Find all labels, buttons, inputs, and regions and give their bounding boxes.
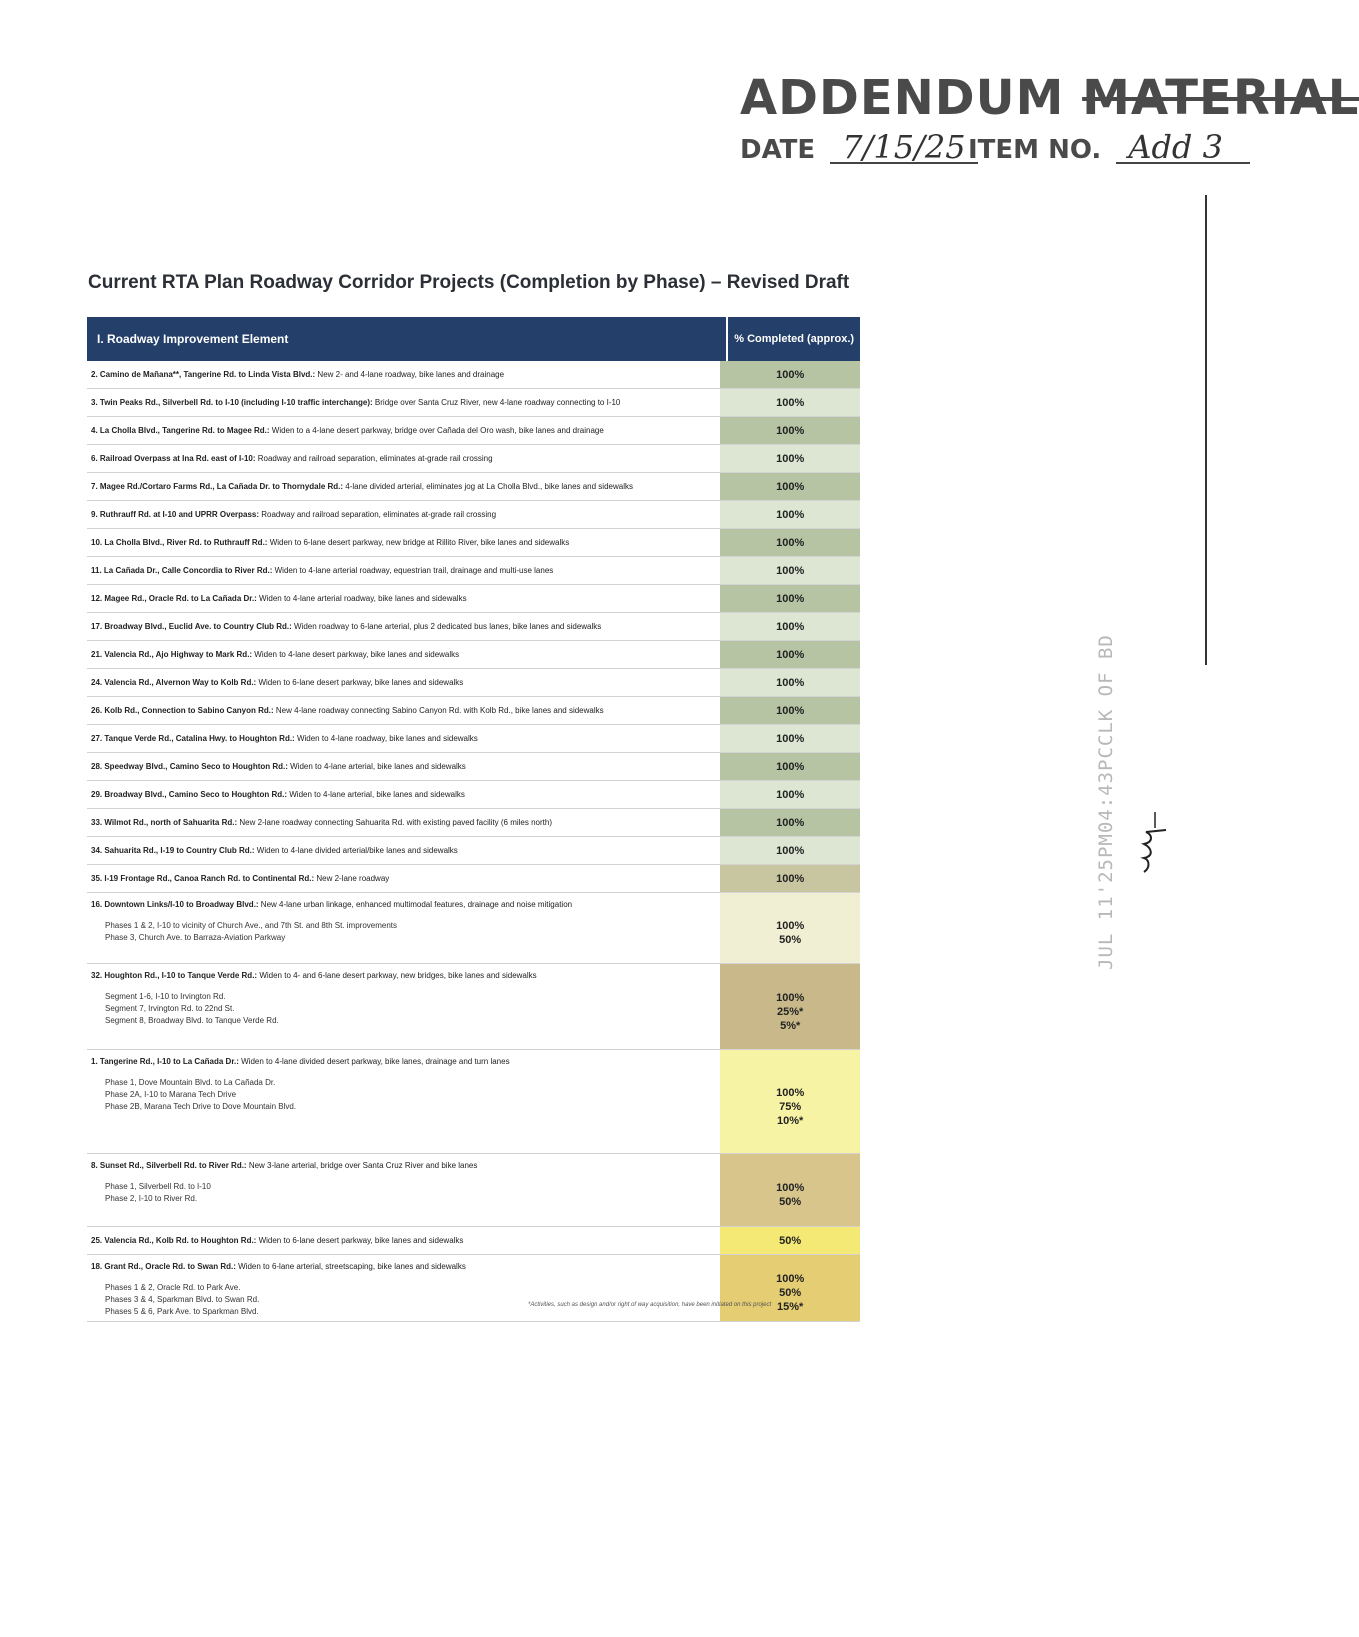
- row-element: [87, 809, 720, 836]
- row-heading: [91, 482, 633, 492]
- row-element: [87, 1255, 720, 1321]
- phase-item: Phase 2, I-10 to River Rd.: [105, 1194, 198, 1203]
- addendum-stamp: [740, 70, 1359, 180]
- table-row: [87, 557, 860, 585]
- row-title: 2. Camino de Mañana**, Tangerine Rd. to Linda Vista Blvd.:: [91, 369, 316, 379]
- row-percent: 100%: [720, 781, 860, 808]
- phase-list: [91, 1181, 211, 1205]
- row-percent: 50%: [720, 1227, 860, 1254]
- row-description: Widen to 4-lane divided arterial/bike lanes and sidewalks: [254, 845, 458, 855]
- row-description: Roadway and railroad separation, eliminates at-grade rail crossing: [255, 453, 493, 463]
- table-row-phased: [87, 1255, 860, 1322]
- phase-percent: 75%: [779, 1100, 802, 1113]
- row-element: [87, 501, 720, 528]
- row-title: 27. Tanque Verde Rd., Catalina Hwy. to Houghton Rd.:: [91, 733, 295, 743]
- row-element: [87, 753, 720, 780]
- table-row: [87, 445, 860, 473]
- row-description: Widen to 6-lane arterial, streetscaping, bike lanes and sidewalks: [235, 1262, 466, 1271]
- row-title: 6. Railroad Overpass at Ina Rd. east of I-10:: [91, 453, 256, 463]
- row-percent: 100%: [720, 613, 860, 640]
- phase-item: Phase 2A, I-10 to Marana Tech Drive: [105, 1090, 237, 1099]
- row-heading: [91, 370, 504, 380]
- table-row-phased: [87, 1154, 860, 1227]
- row-description: New 3-lane arterial, bridge over Santa Cruz River and bike lanes: [246, 1161, 478, 1170]
- row-title: 10. La Cholla Blvd., River Rd. to Ruthrauff Rd.:: [91, 537, 268, 547]
- row-element: [87, 725, 720, 752]
- phase-percent: 100%: [776, 1086, 805, 1099]
- row-element: [87, 837, 720, 864]
- row-title: 24. Valencia Rd., Alvernon Way to Kolb Rd.:: [91, 677, 257, 687]
- header-completed: % Completed (approx.): [726, 317, 860, 361]
- row-description: 4-lane divided arterial, eliminates jog at La Cholla Blvd., bike lanes and sidewalks: [343, 481, 633, 491]
- table-header: [87, 317, 860, 361]
- row-description: Roadway and railroad separation, eliminates at-grade rail crossing: [259, 509, 497, 519]
- phase-item: Segment 7, Irvington Rd. to 22nd St.: [105, 1004, 235, 1013]
- phase-list: [91, 1077, 296, 1113]
- row-heading: [91, 566, 553, 576]
- row-title: 32. Houghton Rd., I-10 to Tanque Verde Rd.:: [91, 971, 258, 980]
- row-heading: [91, 1262, 466, 1272]
- phase-percent: 100%: [776, 920, 805, 932]
- row-description: Widen to 6-lane desert parkway, new bridge at Rillito River, bike lanes and sidewalks: [267, 537, 570, 547]
- row-title: 8. Sunset Rd., Silverbell Rd. to River Rd.:: [91, 1161, 247, 1170]
- phase-list: [91, 1282, 259, 1318]
- row-title: 33. Wilmot Rd., north of Sahuarita Rd.:: [91, 817, 238, 827]
- phase-item: Phase 3, Church Ave. to Barraza-Aviation Parkway: [105, 933, 286, 942]
- row-heading: [91, 1236, 463, 1246]
- row-element: [87, 781, 720, 808]
- row-percent: 100%: [720, 725, 860, 752]
- row-element: [87, 893, 720, 963]
- table-body-phased: [87, 893, 860, 1322]
- stamp-date-label: DATE: [740, 135, 816, 165]
- row-description: New 2- and 4-lane roadway, bike lanes and drainage: [315, 369, 505, 379]
- row-description: Widen to 4-lane desert parkway, bike lanes and sidewalks: [252, 649, 460, 659]
- table-row: [87, 781, 860, 809]
- table-row-phased: [87, 1050, 860, 1154]
- header-element: I. Roadway Improvement Element: [97, 332, 289, 346]
- row-description: Bridge over Santa Cruz River, new 4-lane roadway connecting to I-10: [372, 397, 621, 407]
- row-element: [87, 669, 720, 696]
- stamp-title: [740, 70, 1359, 126]
- phase-item: Segment 1-6, I-10 to Irvington Rd.: [105, 992, 226, 1001]
- row-title: 17. Broadway Blvd., Euclid Ave. to Country Club Rd.:: [91, 621, 292, 631]
- row-description: New 2-lane roadway: [314, 873, 390, 883]
- row-title: 3. Twin Peaks Rd., Silverbell Rd. to I-10 (including I-10 traffic interchange):: [91, 397, 373, 407]
- row-heading: [91, 790, 465, 800]
- row-percent: 100%: [720, 753, 860, 780]
- table-row: [87, 473, 860, 501]
- row-heading: [91, 426, 604, 436]
- phase-percent: 100%: [776, 1182, 805, 1194]
- row-percent: 100%: [720, 389, 860, 416]
- row-title: 4. La Cholla Blvd., Tangerine Rd. to Magee Rd.:: [91, 425, 270, 435]
- row-percent: 100%: [720, 837, 860, 864]
- row-percent: [720, 1154, 860, 1226]
- row-heading: [91, 971, 537, 981]
- row-title: 29. Broadway Blvd., Camino Seco to Houghton Rd.:: [91, 789, 288, 799]
- phase-list: [91, 991, 279, 1027]
- row-title: 25. Valencia Rd., Kolb Rd. to Houghton Rd.:: [91, 1235, 257, 1245]
- stamp-item: [968, 128, 1250, 166]
- row-heading: [91, 398, 620, 408]
- stamp-item-value: Add 3: [1116, 132, 1250, 164]
- stamp-title-addendum: ADDENDUM: [740, 70, 1065, 126]
- phase-percent: 25%*: [777, 1005, 804, 1018]
- row-title: 1. Tangerine Rd., I-10 to La Cañada Dr.:: [91, 1057, 239, 1066]
- row-heading: [91, 510, 496, 520]
- phase-item: Phases 1 & 2, I-10 to vicinity of Church Ave., and 7th St. and 8th St. improvements: [105, 921, 398, 930]
- row-element: [87, 389, 720, 416]
- row-title: 11. La Cañada Dr., Calle Concordia to River Rd.:: [91, 565, 273, 575]
- table-row: [87, 641, 860, 669]
- table-row: [87, 697, 860, 725]
- row-description: Widen to 4-lane arterial roadway, equestrian trail, drainage and multi-use lanes: [272, 565, 554, 575]
- phase-percent: 10%*: [777, 1114, 804, 1127]
- row-description: New 4-lane roadway connecting Sabino Canyon Rd. with Kolb Rd., bike lanes and sidewalks: [273, 705, 604, 715]
- row-title: 35. I-19 Frontage Rd., Canoa Ranch Rd. to Continental Rd.:: [91, 873, 315, 883]
- row-percent: [720, 893, 860, 963]
- row-heading: [91, 594, 467, 604]
- row-percent: 100%: [720, 809, 860, 836]
- row-percent: 100%: [720, 585, 860, 612]
- table-row: [87, 1227, 860, 1255]
- row-percent: 100%: [720, 417, 860, 444]
- table-row: [87, 725, 860, 753]
- row-heading: [91, 622, 601, 632]
- phase-item: Phases 3 & 4, Sparkman Blvd. to Swan Rd.: [105, 1295, 260, 1304]
- row-heading: [91, 900, 572, 910]
- row-element: [87, 1227, 720, 1254]
- row-heading: [91, 762, 466, 772]
- row-title: 7. Magee Rd./Cortaro Farms Rd., La Cañada Dr. to Thornydale Rd.:: [91, 481, 344, 491]
- row-heading: [91, 818, 552, 828]
- page-title: Current RTA Plan Roadway Corridor Projects (Completion by Phase) – Revised Draft: [88, 272, 850, 293]
- row-description: Widen to 4-lane arterial roadway, bike lanes and sidewalks: [256, 593, 467, 603]
- stamp-item-label: ITEM NO.: [968, 135, 1102, 165]
- row-element: [87, 473, 720, 500]
- row-title: 12. Magee Rd., Oracle Rd. to La Cañada Dr.:: [91, 593, 257, 603]
- phase-percent: 50%: [779, 1287, 802, 1299]
- row-description: Widen to 4-lane arterial, bike lanes and sidewalks: [287, 789, 465, 799]
- row-element: [87, 613, 720, 640]
- row-element: [87, 557, 720, 584]
- row-description: Widen to 4-lane divided desert parkway, bike lanes, drainage and turn lanes: [238, 1057, 510, 1066]
- row-description: Widen to a 4-lane desert parkway, bridge over Cañada del Oro wash, bike lanes and drainage: [269, 425, 604, 435]
- row-heading: [91, 538, 569, 548]
- phase-list: [91, 920, 397, 944]
- phase-item: Phases 5 & 6, Park Ave. to Sparkman Blvd.: [105, 1307, 259, 1316]
- page-edge-line: [1205, 195, 1207, 665]
- row-heading: [91, 678, 463, 688]
- row-element: [87, 1050, 720, 1153]
- phase-percent: 50%: [779, 1196, 802, 1208]
- table-row: [87, 613, 860, 641]
- row-heading: [91, 1057, 510, 1067]
- table-row: [87, 361, 860, 389]
- table-body: [87, 361, 860, 893]
- row-description: Widen to 6-lane desert parkway, bike lanes and sidewalks: [256, 677, 464, 687]
- row-description: Widen to 4-lane roadway, bike lanes and sidewalks: [294, 733, 478, 743]
- row-description: New 4-lane urban linkage, enhanced multimodal features, drainage and noise mitigation: [258, 900, 573, 909]
- row-heading: [91, 454, 493, 464]
- stamp-date-value: 7/15/25: [830, 132, 977, 164]
- row-percent: 100%: [720, 697, 860, 724]
- handwritten-initials: [1140, 810, 1170, 880]
- row-element: [87, 641, 720, 668]
- stamp-date: [740, 128, 978, 166]
- row-description: Widen roadway to 6-lane arterial, plus 2 dedicated bus lanes, bike lanes and sidewalks: [291, 621, 602, 631]
- table-row: [87, 585, 860, 613]
- row-title: 9. Ruthrauff Rd. at I-10 and UPRR Overpass:: [91, 509, 260, 519]
- row-element: [87, 445, 720, 472]
- table-row-phased: [87, 893, 860, 964]
- phase-percent: 50%: [779, 934, 802, 946]
- row-element: [87, 697, 720, 724]
- received-stamp-text: JUL 11'25PM04:43PCCLK OF BD: [1095, 634, 1117, 970]
- row-element: [87, 865, 720, 892]
- table-row: [87, 529, 860, 557]
- table-row: [87, 837, 860, 865]
- row-heading: [91, 650, 459, 660]
- row-description: Widen to 6-lane desert parkway, bike lanes and sidewalks: [256, 1235, 464, 1245]
- row-element: [87, 964, 720, 1049]
- row-title: 26. Kolb Rd., Connection to Sabino Canyon Rd.:: [91, 705, 274, 715]
- table-row: [87, 669, 860, 697]
- phase-item: Phase 2B, Marana Tech Drive to Dove Mountain Blvd.: [105, 1102, 297, 1111]
- table-row: [87, 809, 860, 837]
- row-percent: 100%: [720, 501, 860, 528]
- phase-percent: 5%*: [780, 1019, 801, 1032]
- table-row: [87, 417, 860, 445]
- row-element: [87, 1154, 720, 1226]
- phase-percent: 100%: [776, 1273, 805, 1285]
- row-heading: [91, 734, 478, 744]
- row-percent: [720, 1255, 860, 1321]
- table-row: [87, 865, 860, 893]
- row-percent: 100%: [720, 529, 860, 556]
- row-percent: [720, 1050, 860, 1153]
- row-title: 18. Grant Rd., Oracle Rd. to Swan Rd.:: [91, 1262, 236, 1271]
- row-heading: [91, 846, 458, 856]
- row-percent: 100%: [720, 865, 860, 892]
- phase-item: Phases 1 & 2, Oracle Rd. to Park Ave.: [105, 1283, 241, 1292]
- row-percent: 100%: [720, 557, 860, 584]
- row-percent: 100%: [720, 669, 860, 696]
- row-description: Widen to 4- and 6-lane desert parkway, new bridges, bike lanes and sidewalks: [257, 971, 537, 980]
- table-row: [87, 753, 860, 781]
- row-percent: 100%: [720, 473, 860, 500]
- row-element: [87, 529, 720, 556]
- phase-percent: 100%: [776, 991, 805, 1004]
- row-percent: 100%: [720, 641, 860, 668]
- phase-item: Segment 8, Broadway Blvd. to Tanque Verde Rd.: [105, 1016, 279, 1025]
- footnote: *Activities, such as design and/or right of way acquisition, have been initiated on this project: [528, 1302, 772, 1308]
- received-stamp: [1095, 634, 1135, 970]
- row-element: [87, 417, 720, 444]
- row-heading: [91, 706, 604, 716]
- row-element: [87, 585, 720, 612]
- row-description: New 2-lane roadway connecting Sahuarita Rd. with existing paved facility (6 miles north): [237, 817, 552, 827]
- table-row-phased: [87, 964, 860, 1050]
- row-element: [87, 361, 720, 388]
- row-title: 21. Valencia Rd., Ajo Highway to Mark Rd.:: [91, 649, 253, 659]
- row-percent: [720, 964, 860, 1049]
- table-row: [87, 389, 860, 417]
- row-percent: 100%: [720, 445, 860, 472]
- row-heading: [91, 874, 389, 884]
- row-description: Widen to 4-lane arterial, bike lanes and sidewalks: [287, 761, 466, 771]
- phase-item: Phase 1, Silverbell Rd. to I-10: [105, 1182, 211, 1191]
- phase-item: Phase 1, Dove Mountain Blvd. to La Cañada Dr.: [105, 1078, 276, 1087]
- stamp-title-material: MATERIAL: [1082, 70, 1359, 126]
- table-row: [87, 501, 860, 529]
- row-title: 28. Speedway Blvd., Camino Seco to Houghton Rd.:: [91, 761, 288, 771]
- row-percent: 100%: [720, 361, 860, 388]
- row-title: 16. Downtown Links/I-10 to Broadway Blvd.:: [91, 900, 259, 909]
- row-title: 34. Sahuarita Rd., I-19 to Country Club Rd.:: [91, 845, 255, 855]
- phase-percent: 15%*: [777, 1301, 804, 1313]
- projects-table: [87, 317, 860, 1322]
- row-heading: [91, 1161, 477, 1171]
